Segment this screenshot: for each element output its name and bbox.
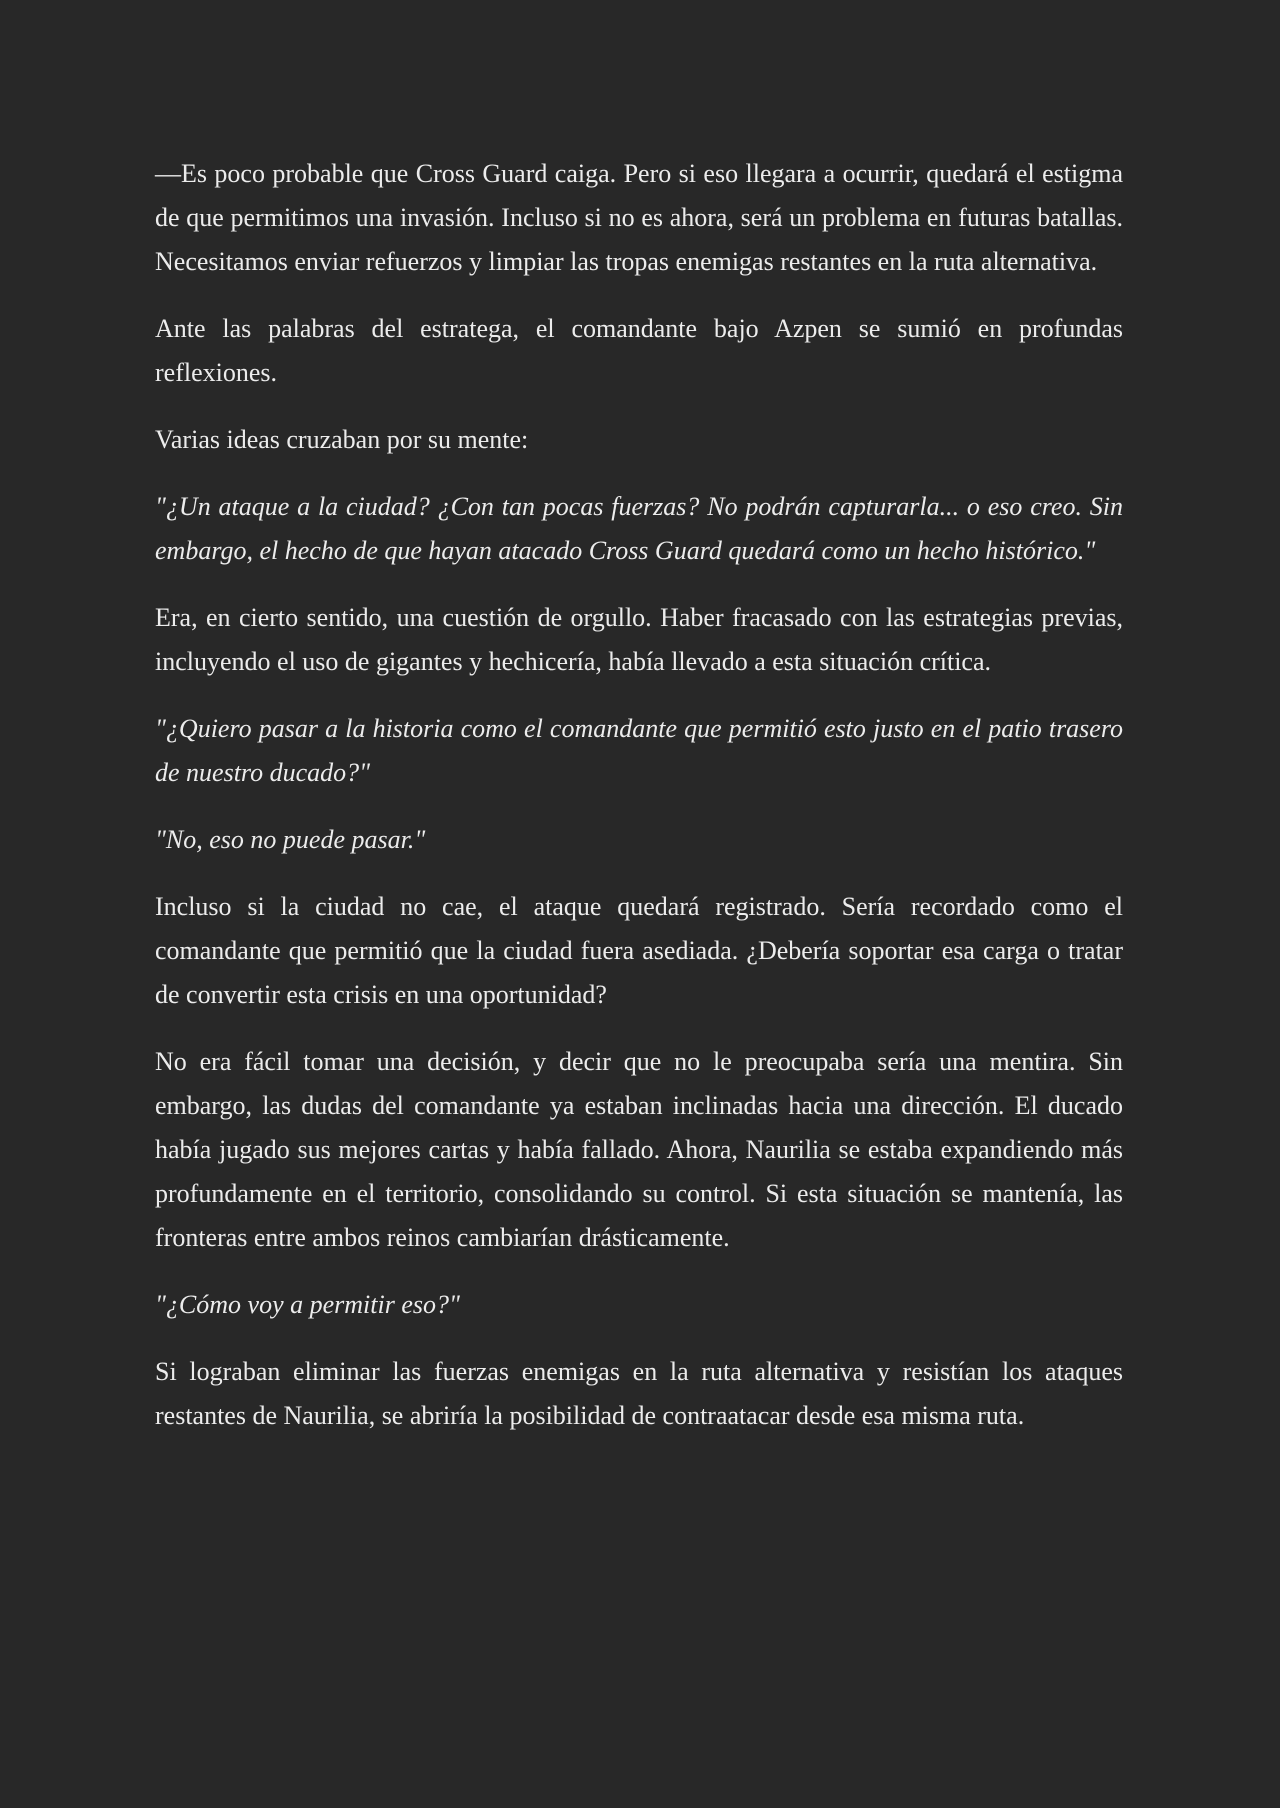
paragraph: —Es poco probable que Cross Guard caiga. Pero si eso llegara a ocurrir, quedará el estigma de que permitimos una invasión. Incluso si no es ahora, será un problema en futuras batallas. Necesitamos enviar refuerzos y limpiar las tropas enemigas restantes en la ruta alternativa. — [155, 159, 1123, 276]
thought-paragraph: "¿Un ataque a la ciudad? ¿Con tan pocas fuerzas? No podrán capturarla... o eso creo. Sin embargo, el hecho de que hayan atacado Cross Guard quedará como un hecho histórico." — [155, 492, 1123, 565]
paragraph: Varias ideas cruzaban por su mente: — [155, 425, 529, 454]
paragraph: Ante las palabras del estratega, el comandante bajo Azpen se sumió en profundas reflexiones. — [155, 314, 1123, 387]
reader-page — [155, 152, 1123, 1461]
paragraph: Era, en cierto sentido, una cuestión de orgullo. Haber fracasado con las estrategias previas, incluyendo el uso de gigantes y hechicería, había llevado a esta situación crítica. — [155, 603, 1123, 676]
paragraph: Incluso si la ciudad no cae, el ataque quedará registrado. Sería recordado como el comandante que permitió que la ciudad fuera asediada. ¿Debería soportar esa carga o tratar de convertir esta crisis en una oportunidad? — [155, 892, 1123, 1009]
paragraph: Si lograban eliminar las fuerzas enemigas en la ruta alternativa y resistían los ataques restantes de Naurilia, se abriría la posibilidad de contraatacar desde esa misma ruta. — [155, 1357, 1123, 1430]
thought-paragraph: "¿Cómo voy a permitir eso?" — [155, 1290, 460, 1319]
thought-paragraph: "¿Quiero pasar a la historia como el comandante que permitió esto justo en el patio trasero de nuestro ducado?" — [155, 714, 1123, 787]
thought-paragraph: "No, eso no puede pasar." — [155, 825, 426, 854]
paragraph: No era fácil tomar una decisión, y decir que no le preocupaba sería una mentira. Sin embargo, las dudas del comandante ya estaban inclinadas hacia una dirección. El ducado había jugado sus mejores cartas y había fallado. Ahora, Naurilia se estaba expandiendo más profundamente en el territorio, consolidando su control. Si esta situación se mantenía, las fronteras entre ambos reinos cambiarían drásticamente. — [155, 1047, 1123, 1252]
